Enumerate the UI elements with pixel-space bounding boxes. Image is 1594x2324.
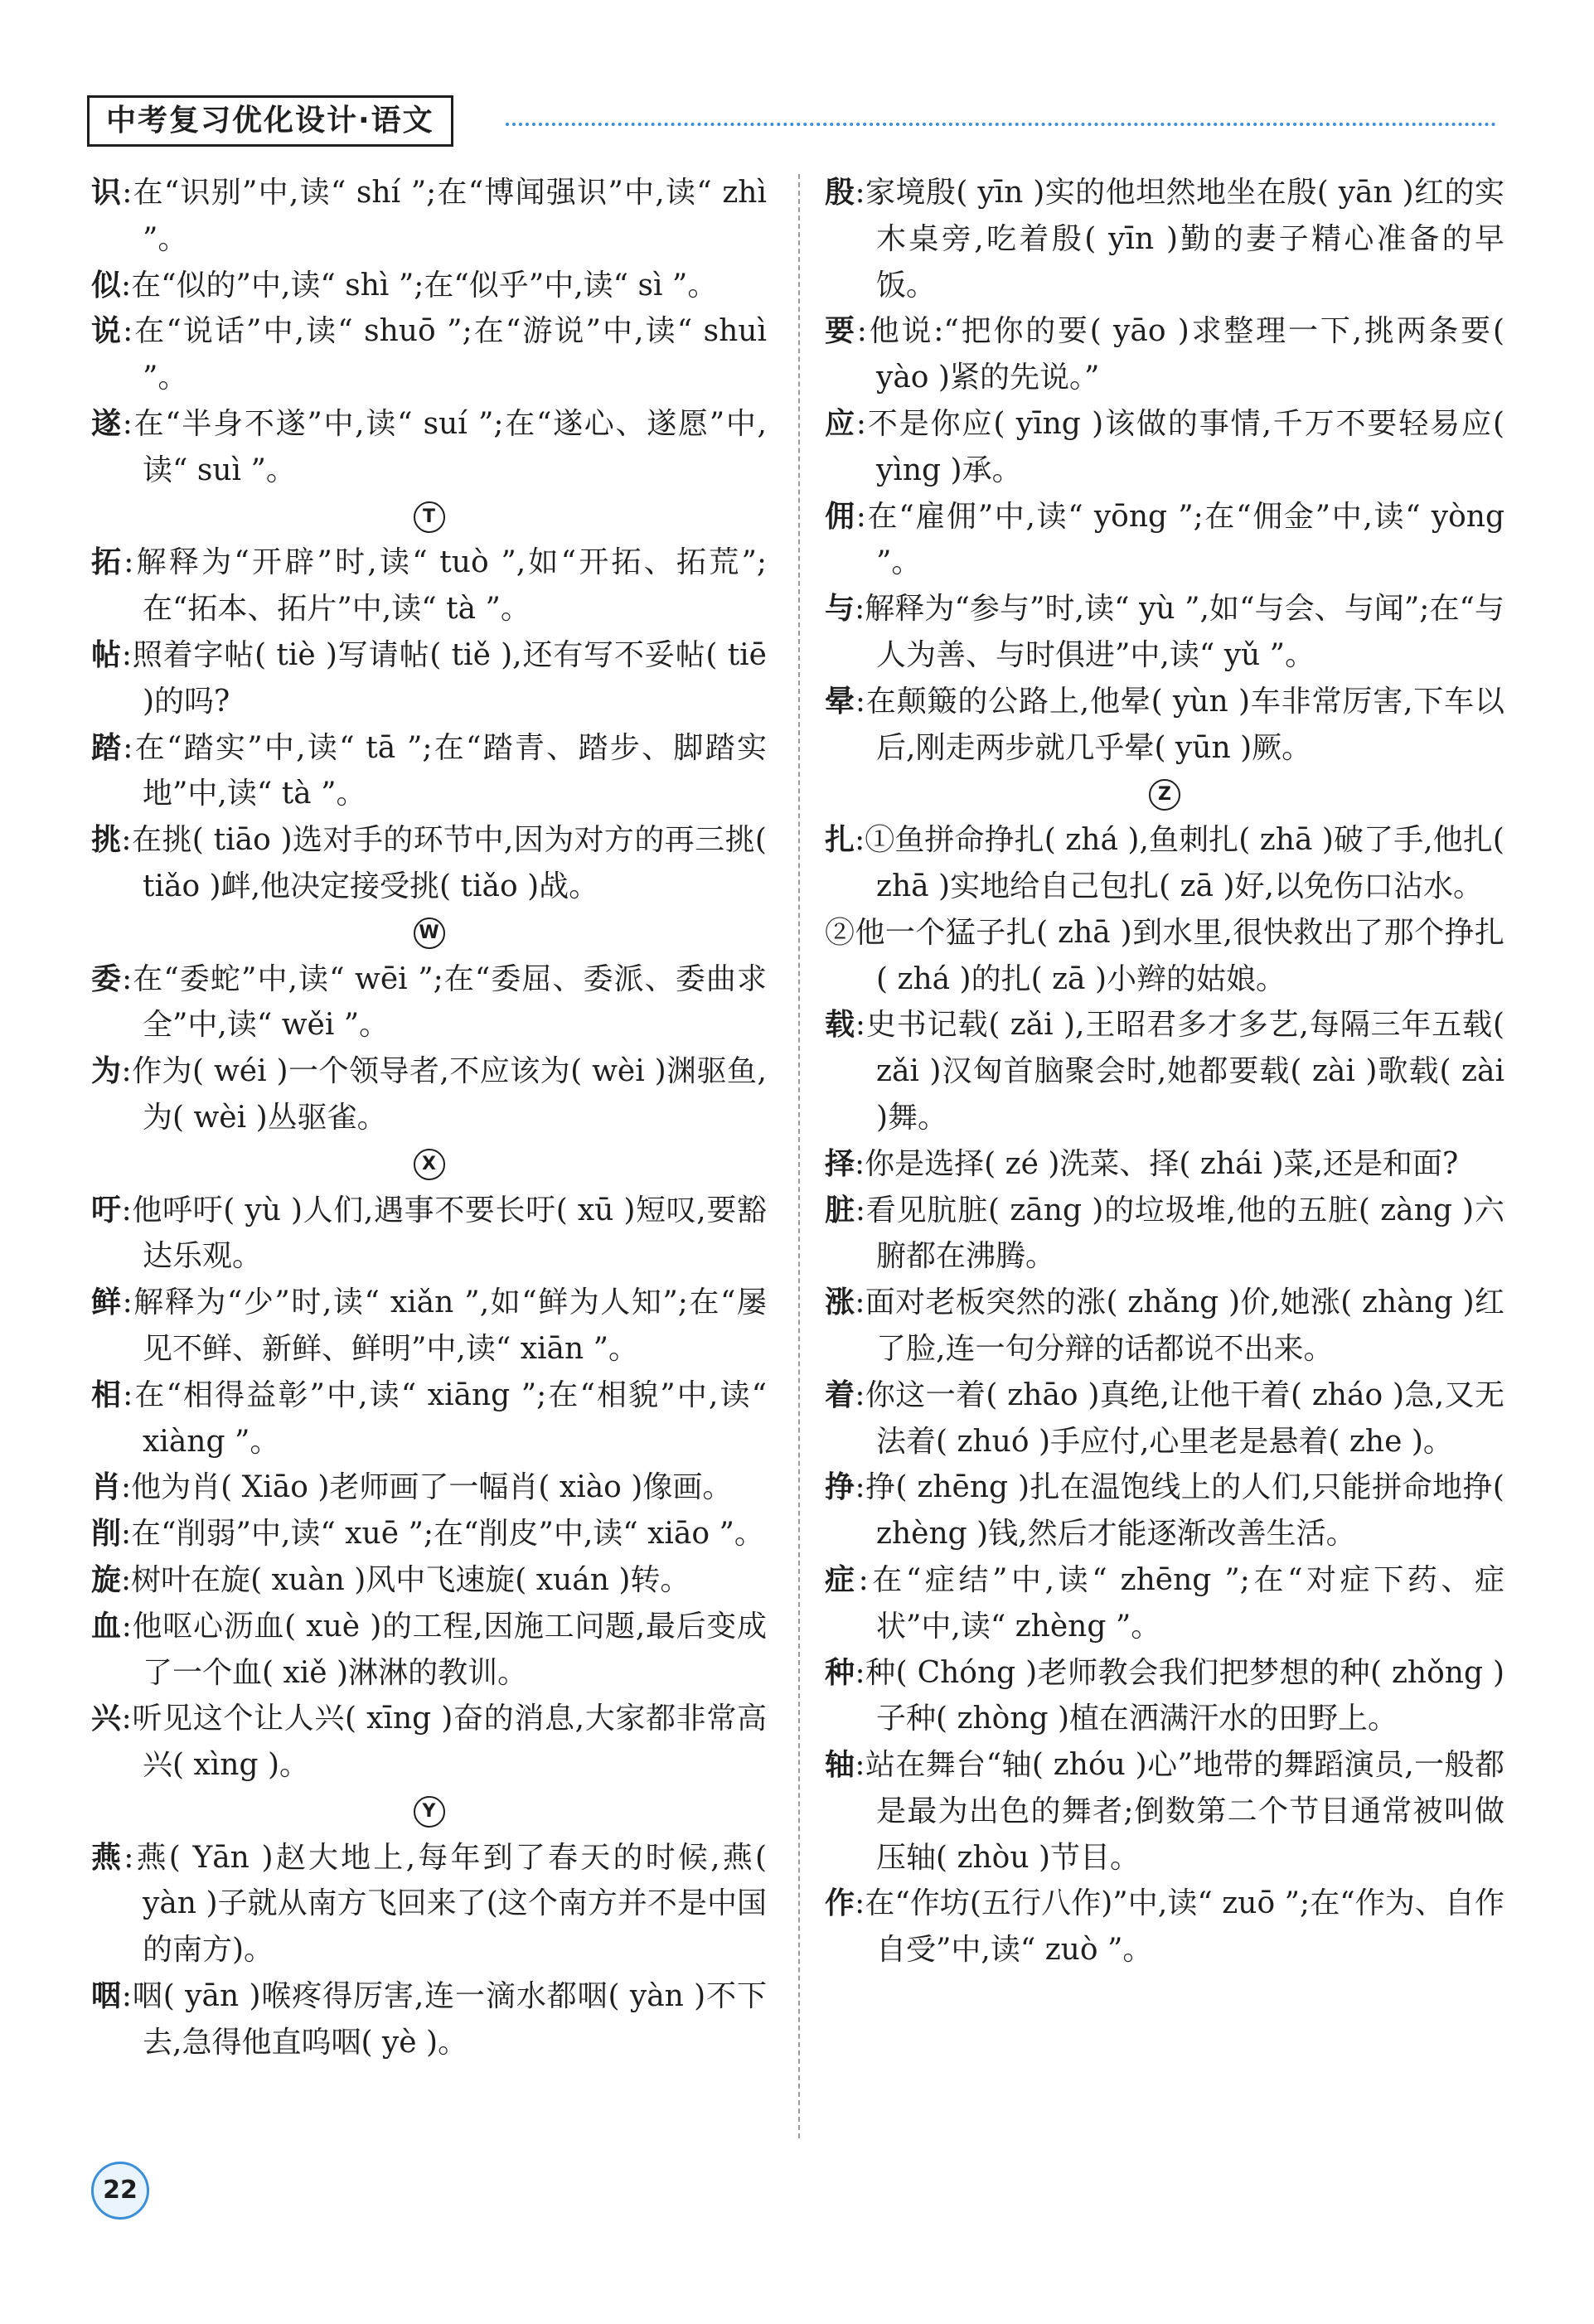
entry-character: 载 [825, 1008, 855, 1043]
pronunciation-entry [825, 817, 1504, 910]
entry-text: :面对老板突然的涨( zhǎng )价,她涨( zhàng )红了脸,连一句分辩的话都说不出来。 [855, 1285, 1504, 1366]
pronunciation-entry [91, 1557, 767, 1604]
pronunciation-entry [91, 817, 767, 910]
entry-text: :解释为“参与”时,读“ yù ”,如“与会、与闻”;在“与人为善、与时俱进”中,读“ yǔ ”。 [855, 592, 1504, 672]
entry-character: 作 [825, 1886, 855, 1921]
entry-character: 扎 [825, 823, 855, 858]
entry-text: :解释为“开辟”时,读“ tuò ”,如“开拓、拓荒”;在“拓本、拓片”中,读“ tà ”。 [124, 545, 767, 627]
entry-character: 肖 [91, 1470, 122, 1505]
pronunciation-entry [825, 494, 1504, 587]
entry-character: 为 [91, 1054, 122, 1089]
entry-character: 咽 [91, 1979, 122, 2014]
pronunciation-entry [825, 1002, 1504, 1140]
entry-character: 拓 [91, 545, 124, 580]
pronunciation-entry [825, 1881, 1504, 1973]
pronunciation-entry [825, 1742, 1504, 1881]
entry-text: :在“说话”中,读“ shuō ”;在“游说”中,读“ shuì ”。 [123, 314, 767, 395]
page-header-title: 中考复习优化设计·语文 [87, 95, 453, 147]
entry-text: :在“识别”中,读“ shí ”;在“博闻强识”中,读“ zhì ”。 [122, 176, 767, 256]
entry-text: :照着字帖( tiè )写请帖( tiě ),还有写不妥帖( tiē )的吗? [121, 637, 767, 719]
pronunciation-entry [825, 170, 1504, 308]
entry-text: :燕( Yān )赵大地上,每年到了春天的时候,燕( yàn )子就从南方飞回来了(这个南方并不是中国的南方)。 [124, 1840, 767, 1968]
entry-text: :家境殷( yīn )实的他坦然地坐在殷( yān )红的实木桌旁,吃着殷( yīn )勤的妻子精心准备的早饭。 [855, 176, 1504, 303]
entry-text: :咽( yān )喉疼得厉害,连一滴水都咽( yàn )不下去,急得他直呜咽( yè )。 [121, 1979, 767, 2060]
pronunciation-entry [91, 1048, 767, 1141]
entry-character: 相 [91, 1377, 124, 1412]
entry-character: 应 [825, 406, 856, 441]
pronunciation-entry [91, 1696, 767, 1789]
entry-character: 与 [825, 592, 855, 627]
section-letter-row [825, 771, 1504, 817]
entry-character: 委 [91, 961, 123, 996]
pronunciation-entry [91, 956, 767, 1049]
pronunciation-entry [91, 263, 767, 309]
header-dotted-rule [506, 123, 1496, 126]
entry-text: :在“似的”中,读“ shì ”;在“似乎”中,读“ sì ”。 [121, 268, 718, 303]
entry-character: 燕 [91, 1840, 124, 1875]
entry-character: 着 [825, 1377, 855, 1412]
entry-text: :他呼吁( yù )人们,遇事不要长吁( xū )短叹,要豁达乐观。 [121, 1193, 767, 1274]
pronunciation-entry [91, 1465, 767, 1511]
pronunciation-entry [91, 1280, 767, 1373]
page-number: 22 [91, 2162, 149, 2220]
pronunciation-entry [825, 1650, 1504, 1743]
entry-text: :你是选择( zé )洗菜、择( zhái )菜,还是和面? [855, 1146, 1459, 1181]
pronunciation-entry [825, 1141, 1504, 1188]
pronunciation-entry [825, 586, 1504, 679]
entry-character: 佣 [825, 499, 856, 534]
pronunciation-entry [91, 1835, 767, 1973]
entry-text: :史书记载( zǎi ),王昭君多才多艺,每隔三年五载( zǎi )汉匈首脑聚会时,她都要载( zài )歌载( zài )舞。 [855, 1008, 1504, 1135]
pronunciation-entry [91, 632, 767, 725]
entry-character: 鲜 [91, 1285, 123, 1320]
entry-character: 踏 [91, 730, 124, 765]
entry-text: :作为( wéi )一个领导者,不应该为( wèi )渊驱鱼,为( wèi )丛驱雀。 [121, 1054, 767, 1135]
entry-text: :在“作坊(五行八作)”中,读“ zuō ”;在“作为、自作自受”中,读“ zuò ”。 [855, 1886, 1504, 1968]
entry-character: 帖 [91, 637, 122, 672]
entry-character: 遂 [91, 406, 123, 441]
pronunciation-entry [91, 1373, 767, 1465]
pronunciation-entry [91, 1973, 767, 2066]
entry-text: :树叶在旋( xuàn )风中飞速旋( xuán )转。 [121, 1562, 690, 1597]
entry-character: 择 [825, 1146, 855, 1181]
pronunciation-entry [91, 1604, 767, 1697]
entry-text: :你这一着( zhāo )真绝,让他干着( zháo )急,又无法着( zhuó )手应付,心里老是悬着( zhe )。 [855, 1377, 1504, 1459]
entry-text: :在挑( tiāo )选对手的环节中,因为对方的再三挑( tiǎo )衅,他决定接受挑( tiǎo )战。 [121, 823, 767, 903]
section-letter-row [91, 494, 767, 540]
entry-character: 旋 [91, 1562, 122, 1597]
entry-text: :他为肖( Xiāo )老师画了一幅肖( xiào )像画。 [121, 1470, 733, 1505]
entry-character: 挣 [825, 1470, 855, 1505]
left-column [91, 170, 767, 2066]
pronunciation-entry [91, 308, 767, 401]
entry-text: ②他一个猛子扎( zhā )到水里,很快救出了那个挣扎( zhá )的扎( zā )小辫的姑娘。 [825, 915, 1504, 996]
pronunciation-entry [91, 725, 767, 818]
pronunciation-entry [825, 1373, 1504, 1465]
entry-character: 削 [91, 1517, 122, 1552]
section-letter-badge: W [414, 917, 445, 949]
pronunciation-entry [825, 1280, 1504, 1373]
entry-character: 吁 [91, 1193, 122, 1227]
entry-character: 症 [825, 1562, 859, 1597]
entry-text: :听见这个让人兴( xīng )奋的消息,大家都非常高兴( xìng )。 [121, 1702, 767, 1783]
pronunciation-entry [825, 910, 1504, 1003]
section-letter-badge: T [414, 501, 445, 533]
entry-character: 晕 [825, 684, 855, 719]
entry-text: :在“相得益彰”中,读“ xiāng ”;在“相貌”中,读“ xiàng ”。 [123, 1377, 767, 1459]
entry-character: 涨 [825, 1285, 855, 1320]
pronunciation-entry [825, 1188, 1504, 1281]
pronunciation-entry [91, 1188, 767, 1281]
pronunciation-entry [91, 170, 767, 263]
pronunciation-entry [825, 1465, 1504, 1557]
entry-text: :站在舞台“轴( zhóu )心”地带的舞蹈演员,一般都是最为出色的舞者;倒数第二个节目通常被叫做压轴( zhòu )节目。 [855, 1748, 1504, 1875]
entry-text: :解释为“少”时,读“ xiǎn ”,如“鲜为人知”;在“屡见不鲜、新鲜、鲜明”中,读“ xiān ”。 [122, 1285, 767, 1366]
entry-text: :他呕心沥血( xuè )的工程,因施工问题,最后变成了一个血( xiě )淋淋的教训。 [121, 1609, 767, 1690]
entry-character: 血 [91, 1609, 122, 1644]
entry-character: 挑 [91, 823, 122, 858]
entry-text: :在“委蛇”中,读“ wēi ”;在“委屈、委派、委曲求全”中,读“ wěi ”。 [122, 961, 767, 1043]
entry-character: 脏 [825, 1193, 855, 1227]
pronunciation-entry [91, 540, 767, 632]
entry-character: 种 [825, 1655, 855, 1690]
entry-character: 兴 [91, 1702, 122, 1736]
entry-text: :①鱼拼命挣扎( zhá ),鱼刺扎( zhā )破了手,他扎( zhā )实地给自己包扎( zā )好,以免伤口沾水。 [855, 823, 1504, 903]
pronunciation-entry [91, 401, 767, 494]
column-divider [798, 174, 800, 2138]
right-column [825, 170, 1504, 1973]
pronunciation-entry [825, 679, 1504, 772]
entry-text: :在“雇佣”中,读“ yōng ”;在“佣金”中,读“ yòng ”。 [855, 499, 1504, 580]
section-letter-row [91, 910, 767, 956]
pronunciation-entry [825, 1557, 1504, 1650]
entry-text: :在“症结”中,读“ zhēng ”;在“对症下药、症状”中,读“ zhèng ”。 [858, 1562, 1504, 1644]
entry-character: 识 [91, 176, 123, 210]
entry-character: 说 [91, 314, 124, 349]
entry-character: 轴 [825, 1748, 855, 1783]
entry-text: :种( Chóng )老师教会我们把梦想的种( zhǒng )子种( zhòng )植在洒满汗水的田野上。 [855, 1655, 1504, 1736]
entry-text: :他说:“把你的要( yāo )求整理一下,挑两条要( yào )紧的先说。” [856, 314, 1504, 395]
pronunciation-entry [825, 401, 1504, 494]
entry-character: 要 [825, 314, 857, 349]
section-letter-badge: Z [1149, 779, 1180, 811]
entry-text: :在“半身不遂”中,读“ suí ”;在“遂心、遂愿”中,读“ suì ”。 [122, 406, 767, 487]
entry-text: :在“踏实”中,读“ tā ”;在“踏青、踏步、脚踏实地”中,读“ tà ”。 [123, 730, 767, 811]
pronunciation-entry [91, 1511, 767, 1557]
entry-character: 殷 [825, 176, 855, 210]
entry-text: :看见肮脏( zāng )的垃圾堆,他的五脏( zàng )六腑都在沸腾。 [855, 1193, 1504, 1274]
section-letter-badge: X [414, 1149, 445, 1180]
entry-text: :在颠簸的公路上,他晕( yùn )车非常厉害,下车以后,刚走两步就几乎晕( yūn )厥。 [855, 684, 1504, 765]
entry-text: :挣( zhēng )扎在温饱线上的人们,只能拼命地挣( zhèng )钱,然后才能逐渐改善生活。 [855, 1470, 1504, 1552]
entry-character: 似 [91, 268, 122, 303]
section-letter-row [91, 1141, 767, 1188]
section-letter-row [91, 1789, 767, 1835]
entry-text: :不是你应( yīng )该做的事情,千万不要轻易应( yìng )承。 [855, 406, 1504, 487]
section-letter-badge: Y [414, 1796, 445, 1828]
pronunciation-entry [825, 308, 1504, 401]
entry-text: :在“削弱”中,读“ xuē ”;在“削皮”中,读“ xiāo ”。 [121, 1517, 764, 1552]
